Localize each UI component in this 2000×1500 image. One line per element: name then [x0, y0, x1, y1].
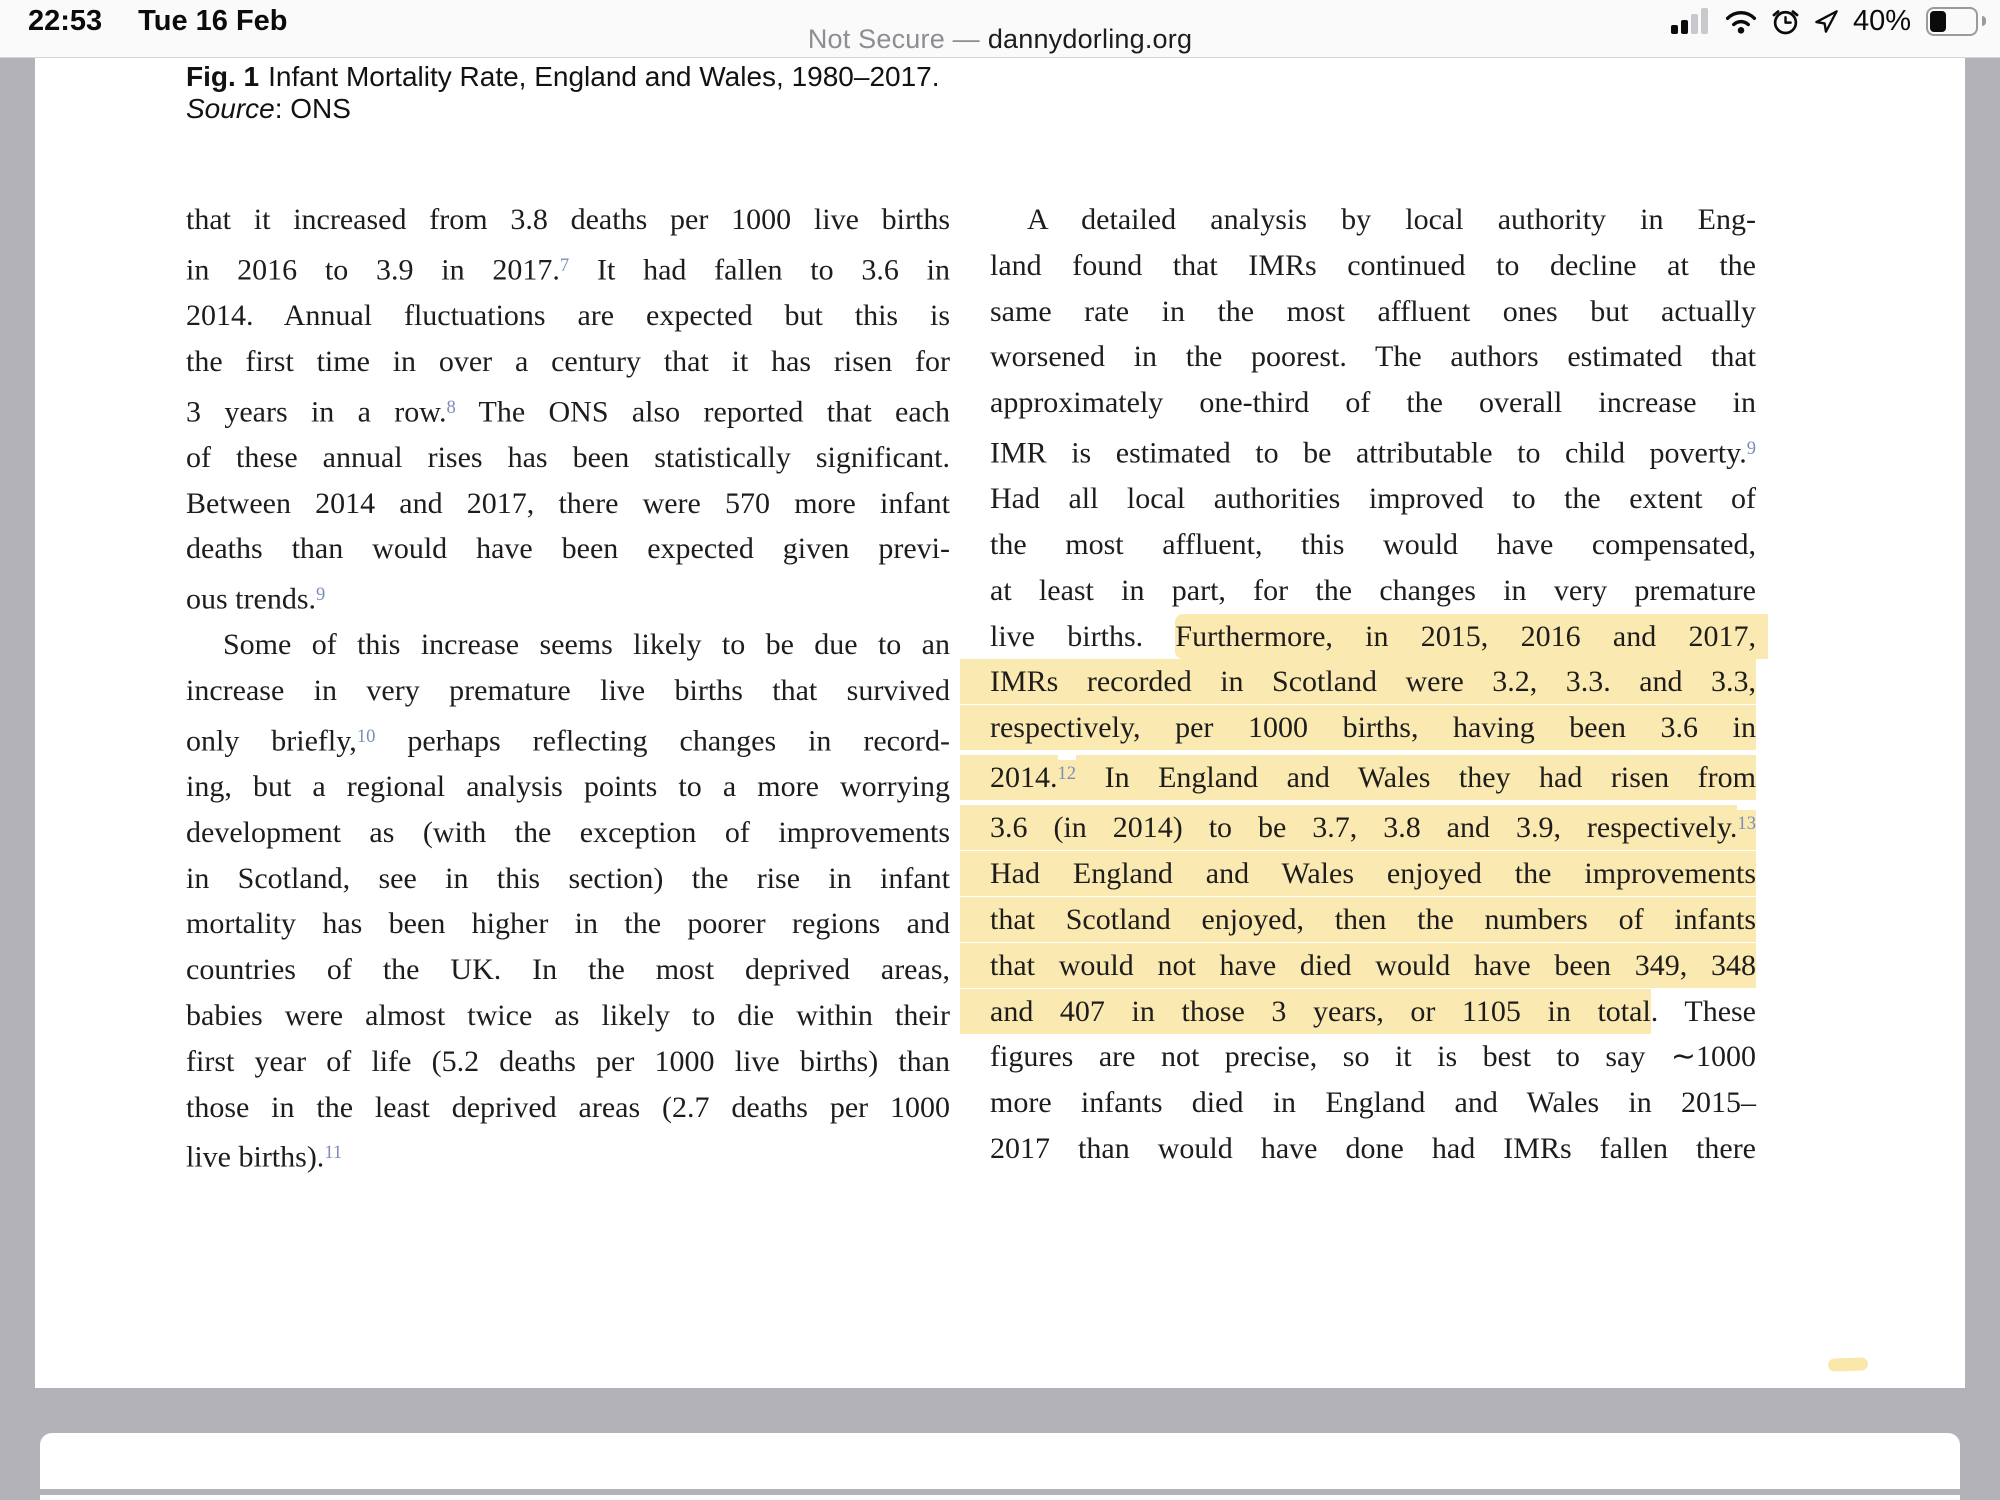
- text-segment: figures are not precise, so it is best to say ∼1000: [990, 1040, 1756, 1074]
- text-line: [186, 1085, 950, 1131]
- text-segment: babies were almost twice as likely to die within their: [186, 998, 950, 1032]
- figure-label: Fig. 1: [186, 61, 260, 92]
- text-line: [186, 339, 950, 385]
- wifi-icon: [1724, 9, 1758, 34]
- text-line: [186, 993, 950, 1039]
- footnote-ref[interactable]: 11: [324, 1142, 343, 1164]
- text-line: [990, 522, 1756, 568]
- text-line: [990, 614, 1756, 660]
- text-segment: mortality has been higher in the poorer regions and: [186, 907, 950, 941]
- text-line: [186, 293, 950, 339]
- text-line: [990, 851, 1756, 897]
- battery-icon: [1926, 7, 1978, 36]
- footnote-ref[interactable]: 9: [1746, 437, 1756, 459]
- footnote-ref[interactable]: 7: [559, 254, 570, 276]
- text-line: [990, 897, 1756, 943]
- figure-caption-line1: [186, 61, 940, 93]
- text-segment: the first time in over a century that it has risen for: [186, 344, 950, 378]
- text-segment: Some of this increase seems likely to be due to an: [223, 628, 950, 662]
- text-line: [186, 197, 950, 243]
- text-segment: It had fallen to 3.6 in: [569, 253, 950, 287]
- status-bar-right: [1671, 5, 1986, 37]
- text-segment: that would not have died would have been 349, 348: [960, 943, 1756, 988]
- text-segment: and 407 in those 3 years, or 1105 in total: [960, 989, 1651, 1034]
- text-line: [186, 243, 950, 293]
- text-line: [186, 764, 950, 810]
- text-segment: Between 2014 and 2017, there were 570 more infant: [186, 486, 950, 520]
- footnote-ref[interactable]: 12: [1058, 760, 1077, 800]
- text-segment: increase in very premature live births that survived: [186, 674, 950, 708]
- figure-source-line: [186, 93, 940, 125]
- text-segment: 2017 than would have done had IMRs fallen there: [990, 1132, 1756, 1166]
- page-rule: [40, 1489, 1960, 1495]
- text-segment: The ONS also reported that each: [455, 394, 950, 428]
- document-page: [35, 57, 1965, 1388]
- footnote-ref[interactable]: 9: [316, 584, 326, 606]
- right-text-column: [990, 197, 1756, 1172]
- text-segment: at least in part, for the changes in very premature: [990, 573, 1756, 607]
- text-segment: respectively, per 1000 births, having been 3.6 in: [960, 705, 1756, 750]
- text-segment: 3 years in a row.: [186, 394, 447, 428]
- footnote-ref[interactable]: 10: [356, 725, 376, 747]
- figure-caption: [186, 61, 940, 125]
- text-segment: the most affluent, this would have compensated,: [990, 527, 1756, 561]
- text-line: [990, 751, 1756, 801]
- text-segment: development as (with the exception of improvements: [186, 815, 950, 849]
- text-segment: approximately one-third of the overall increase in: [990, 386, 1756, 420]
- browser-chrome: [0, 0, 2000, 58]
- text-line: [990, 1034, 1756, 1080]
- source-value: : ONS: [274, 93, 351, 124]
- text-line: [186, 385, 950, 435]
- text-segment: . These: [1650, 994, 1756, 1028]
- text-segment: deaths than would have been expected given previ-: [186, 532, 950, 566]
- text-segment: that it increased from 3.8 deaths per 1000 live births: [186, 203, 950, 236]
- text-line: [186, 668, 950, 714]
- text-line: [990, 801, 1756, 851]
- highlighter-smudge: [1828, 1357, 1868, 1371]
- text-line: [990, 659, 1756, 705]
- text-segment: countries of the UK. In the most deprived areas,: [186, 953, 950, 987]
- status-date: Tue 16 Feb: [138, 5, 288, 37]
- not-secure-label: Not Secure —: [807, 24, 980, 54]
- text-segment: IMR is estimated to be attributable to child poverty.: [990, 436, 1747, 470]
- text-segment: same rate in the most affluent ones but actually: [990, 294, 1756, 328]
- text-segment: land found that IMRs continued to decline at the: [990, 248, 1756, 282]
- left-text-column: [186, 197, 950, 1181]
- text-segment: A detailed analysis by local authority in Eng-: [1027, 203, 1756, 236]
- text-segment: of these annual rises has been statistically significant.: [186, 440, 950, 474]
- text-line: [186, 622, 950, 668]
- text-segment: 3.6 (in 2014) to be 3.7, 3.8 and 3.9, respectively.: [960, 805, 1737, 850]
- status-time: 22:53: [28, 5, 103, 37]
- text-segment: in Scotland, see in this section) the rise in infant: [186, 861, 950, 895]
- text-segment: in 2016 to 3.9 in 2017.: [186, 253, 560, 287]
- text-segment: more infants died in England and Wales in 2015–: [990, 1086, 1756, 1120]
- text-line: [186, 1039, 950, 1085]
- alarm-icon: [1771, 7, 1800, 36]
- text-segment: live births.: [990, 619, 1176, 653]
- text-line: [990, 197, 1756, 243]
- site-domain: dannydorling.org: [987, 24, 1193, 54]
- text-segment: live births).: [186, 1140, 325, 1174]
- text-segment: worsened in the poorest. The authors estimated that: [990, 340, 1756, 374]
- next-document-page: [40, 1433, 1960, 1500]
- text-line: [990, 380, 1756, 426]
- text-segment: In England and Wales they had risen from: [1076, 755, 1756, 800]
- text-line: [990, 705, 1756, 751]
- text-segment: Had England and Wales enjoyed the improvements: [960, 851, 1756, 896]
- source-label: Source: [186, 93, 275, 124]
- text-line: [990, 243, 1756, 289]
- text-line: [990, 476, 1756, 522]
- text-line: [990, 943, 1756, 989]
- cellular-signal-icon: [1671, 8, 1711, 34]
- text-line: [990, 289, 1756, 335]
- text-line: [186, 901, 950, 947]
- text-segment: 2014. Annual fluctuations are expected but this is: [186, 298, 950, 332]
- text-line: [186, 481, 950, 527]
- text-line: [990, 334, 1756, 380]
- text-segment: only briefly,: [186, 724, 357, 758]
- text-segment: perhaps reflecting changes in record-: [375, 724, 950, 758]
- footnote-ref[interactable]: 8: [446, 396, 456, 418]
- text-line: [186, 526, 950, 572]
- text-line: [186, 572, 950, 622]
- text-segment: that Scotland enjoyed, then the numbers of infants: [960, 897, 1756, 942]
- figure-title: Infant Mortality Rate, England and Wales, 1980–2017.: [268, 61, 940, 92]
- text-line: [186, 856, 950, 902]
- text-segment: 2014.: [960, 755, 1058, 800]
- text-segment: Furthermore, in 2015, 2016 and 2017,: [1175, 614, 1768, 659]
- location-icon: [1813, 8, 1840, 35]
- text-line: [990, 1126, 1756, 1172]
- footnote-ref[interactable]: 13: [1737, 810, 1756, 850]
- text-line: [186, 947, 950, 993]
- text-line: [990, 568, 1756, 614]
- battery-percent: 40%: [1852, 4, 1911, 37]
- text-line: [186, 810, 950, 856]
- text-segment: those in the least deprived areas (2.7 deaths per 1000: [186, 1090, 950, 1124]
- text-line: [186, 714, 950, 764]
- text-segment: ing, but a regional analysis points to a more worrying: [186, 770, 950, 803]
- text-segment: first year of life (5.2 deaths per 1000 live births) than: [186, 1044, 950, 1078]
- text-line: [186, 435, 950, 481]
- text-line: [990, 426, 1756, 476]
- battery-nub: [1982, 16, 1986, 26]
- text-segment: Had all local authorities improved to the extent of: [990, 482, 1756, 516]
- text-segment: ous trends.: [186, 582, 316, 616]
- text-line: [990, 1080, 1756, 1126]
- text-line: [186, 1130, 950, 1180]
- text-line: [990, 989, 1756, 1035]
- text-segment: IMRs recorded in Scotland were 3.2, 3.3. and 3.3,: [960, 659, 1756, 704]
